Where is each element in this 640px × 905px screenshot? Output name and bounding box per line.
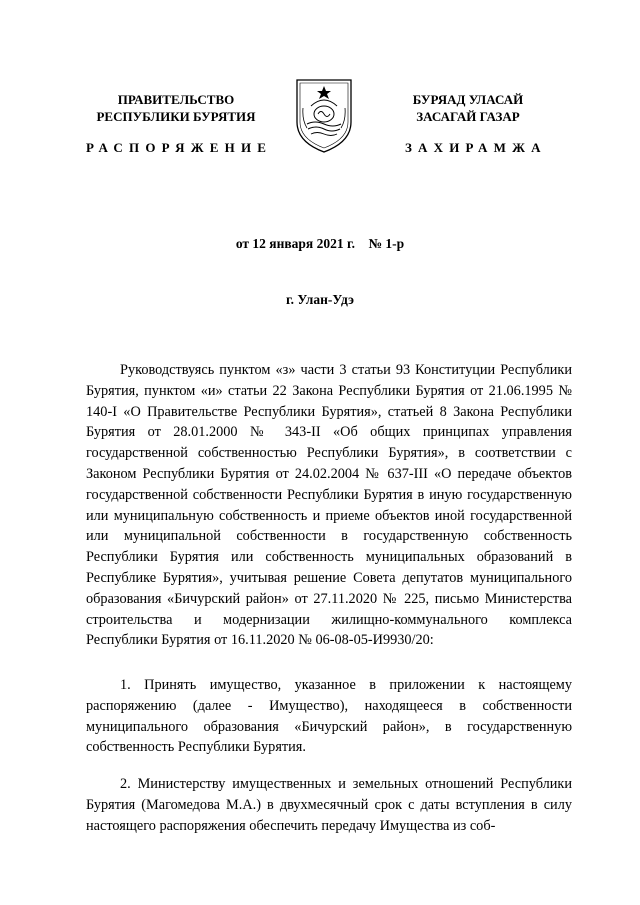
government-name-ru-line2: РЕСПУБЛИКИ БУРЯТИЯ: [96, 109, 256, 124]
government-name-ru-line1: ПРАВИТЕЛЬСТВО: [117, 92, 235, 107]
item-2-paragraph: 2. Министерству имущественных и земельных отношений Республики Бурятия (Магомедова М.А.) в двухмесячный срок с даты вступления в силу настоящего распоряжения обеспечить передачу Имущества из соб-: [86, 776, 572, 834]
government-name-bur: [388, 91, 548, 125]
government-name-bur-line2: ЗАСАГАЙ ГАЗАР: [416, 109, 520, 124]
item-1-paragraph: 1. Принять имущество, указанное в приложении к настоящему распоряжению (далее - Имущество), находящееся в собственности муниципального образования «Бичурский район», в государственную собственность Республики Бурятия.: [86, 677, 572, 756]
government-name-bur-line1: БУРЯАД УЛАСАЙ: [412, 92, 524, 107]
document-date-number: от 12 января 2021 г. № 1-р: [235, 236, 405, 251]
doc-type-bur: ЗАХИРАМЖА: [405, 140, 547, 155]
government-name-ru: [82, 91, 270, 125]
doc-type-ru: РАСПОРЯЖЕНИЕ: [86, 140, 273, 155]
buryatia-coat-of-arms-icon: [293, 76, 355, 154]
preamble-paragraph: Руководствуясь пунктом «з» части 3 статьи 93 Конституции Республики Бурятия, пунктом «и» статьи 22 Закона Республики Бурятия от 21.06.1995 № 140-I «О Правительстве Республики Бурятия», статьей 8 Закона Республики Бурятия от 28.01.2000 № 343-II «Об общих принципах управления государственной собственностью Республики Бурятия», в соответствии с Законом Республики Бурятия от 24.02.2004 № 637-III «О передаче объектов государственной собственности Республики Бурятия в иную государственную или муниципальную собственность и приеме объектов иной государственной или муниципальной собственности в государственную собственность Республики Бурятия или собственность муниципальных образований в Республике Бурятия», учитывая решение Совета депутатов муниципального образования «Бичурский район» от 27.11.2020 № 225, письмо Министерства строительства и модернизации жилищно-коммунального комплекса Республики Бурятия от 16.11.2020 № 06-08-05-И9930/20:: [86, 362, 572, 649]
document-city: г. Улан-Удэ: [286, 292, 354, 307]
